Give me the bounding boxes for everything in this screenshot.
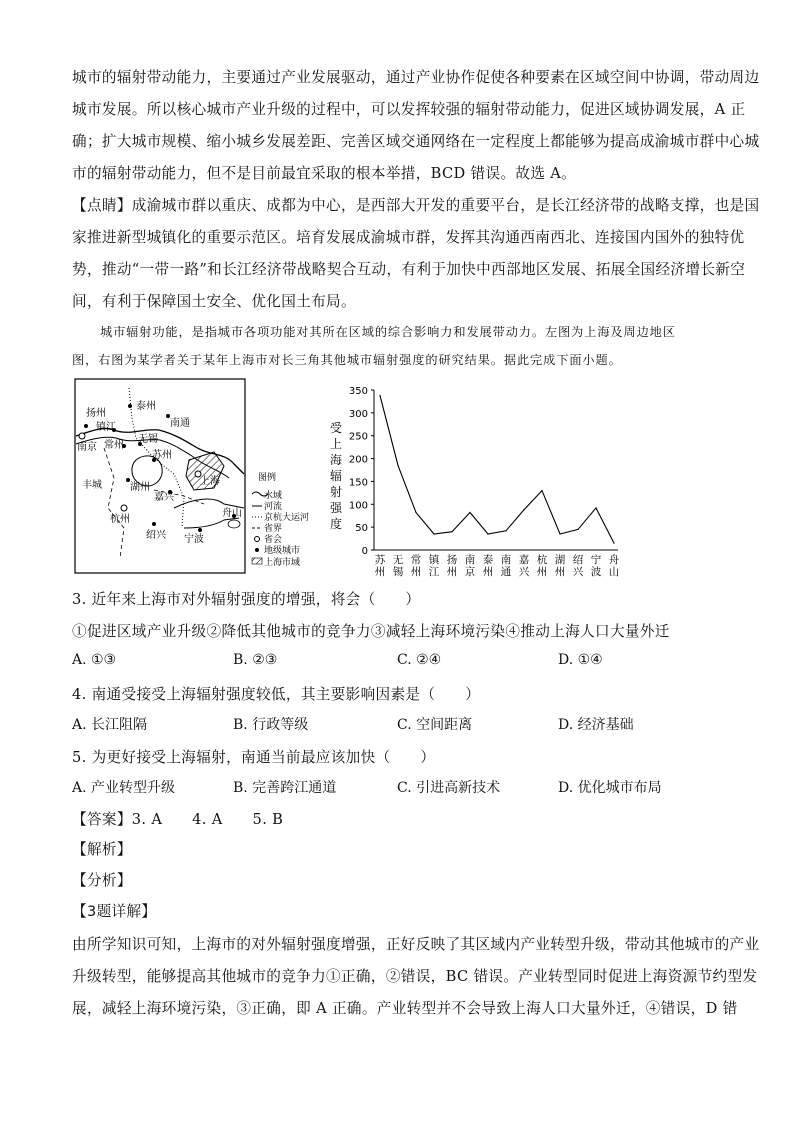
x-tick-label: 波	[590, 566, 602, 578]
map-city-9: 上海	[200, 476, 220, 487]
q5-option-d[interactable]: D. 优化城市布局	[558, 780, 662, 796]
fenxi-tag: 【分析】	[72, 872, 132, 889]
x-tick-label: 通	[500, 566, 512, 578]
x-tick-label: 兴	[518, 566, 530, 578]
intro-line-2: 图，右图为某学者关于某年上海市对长三角其他城市辐射强度的研究结果。据此完成下面小题。	[72, 353, 622, 367]
answer-tag: 【答案】	[72, 811, 132, 828]
series-line	[380, 395, 614, 543]
map-city-7: 无锡	[138, 434, 158, 445]
detail-tag: 【3题详解】	[72, 903, 157, 920]
svg-text:受: 受	[329, 421, 343, 435]
svg-text:射: 射	[329, 485, 343, 499]
chart-ylabel	[330, 421, 343, 531]
legend-title: 图例	[258, 473, 277, 483]
map-city-2: 泰州	[136, 401, 156, 412]
svg-text:强: 强	[329, 501, 343, 515]
x-tick-label: 南	[500, 554, 512, 566]
y-tick-label: 100	[348, 500, 368, 512]
detail-line-1: 由所学知识可知，上海市的对外辐射强度增强，正好反映了其区域内产业转型升级，带动其他城市的产业	[72, 936, 760, 953]
x-tick-label: 州	[446, 566, 458, 578]
legend-river: 河流	[264, 502, 283, 512]
y-tick-label: 0	[361, 546, 368, 557]
x-tick-label: 州	[536, 566, 548, 578]
q3-option-d[interactable]: D. ①④	[558, 652, 603, 668]
q5-option-c[interactable]: C. 引进高新技术	[397, 780, 501, 796]
q3-statements: ①促进区域产业升级②降低其他城市的竞争力③减轻上海环境污染④推动上海人口大量外迁	[72, 623, 670, 640]
svg-text:辐: 辐	[329, 469, 343, 483]
x-tick-label: 苏	[374, 554, 386, 566]
para1-line-3: 确；扩大城市规模、缩小城乡发展差距、完善区域交通网络在一定程度上都能够为提高成渝城市群中心城	[72, 133, 760, 150]
detail-line-3: 展，减轻上海环境污染，③正确，即 A 正确。产业转型并不会导致上海人口大量外迁，④错误，D 错	[72, 1000, 738, 1017]
x-tick-label: 扬	[446, 554, 458, 566]
map-city-8: 苏州	[152, 450, 172, 461]
radiation-intensity-chart	[322, 382, 622, 582]
q5-stem: 5. 为更好接受上海辐射，南通当前最应该加快（ ）	[72, 749, 436, 766]
x-tick-label: 无	[392, 554, 404, 566]
x-tick-label: 州	[374, 566, 386, 578]
x-tick-label: 绍	[572, 554, 584, 566]
map-city-1: 扬州	[86, 408, 106, 419]
x-tick-label: 州	[410, 566, 422, 578]
q4-stem: 4. 南通受接受上海辐射强度较低，其主要影响因素是（ ）	[72, 686, 481, 703]
x-tick-label: 镇	[428, 554, 440, 566]
q3-option-b[interactable]: B. ②③	[233, 652, 278, 668]
para1-line-1: 城市的辐射带动能力，主要通过产业发展驱动，通过产业协作促使各种要素在区域空间中协调，带动周边	[72, 69, 760, 86]
dianjing-line-1: 【点睛】成渝城市群以重庆、成都为中心，是西部大开发的重要平台，是长江经济带的战略支撑，也是国	[72, 197, 760, 214]
y-tick-label: 300	[348, 408, 368, 420]
answer-line	[72, 808, 283, 829]
q4-option-b[interactable]: B. 行政等级	[233, 717, 309, 733]
detail-line-2: 升级转型，能够提高其他城市的竞争力①正确，②错误，BC 错误。产业转型同时促进上海资源节约型发	[72, 968, 758, 985]
map-city-3: 南通	[170, 418, 190, 429]
x-tick-label: 泰	[482, 554, 494, 566]
map-city-12: 嘉兴	[154, 492, 174, 503]
legend-water: 水域	[264, 491, 283, 501]
map-city-6: 常州	[104, 440, 124, 451]
x-tick-label: 舟	[608, 554, 620, 566]
x-tick-label: 南	[464, 554, 476, 566]
y-tick-label: 200	[348, 454, 368, 466]
para1-line-4: 市的辐射带动能力，但不是目前最宜采取的根本举措，BCD 错误。故选 A。	[72, 165, 577, 182]
y-tick-label: 150	[348, 477, 368, 489]
q3-stem: 3. 近年来上海市对外辐射强度的增强，将会（ ）	[72, 591, 421, 608]
q4-option-c[interactable]: C. 空间距离	[397, 717, 473, 733]
dianjing-line-4: 间，有利于保障国土安全、优化国土布局。	[72, 293, 356, 310]
x-tick-label: 锡	[392, 566, 404, 578]
map-city-13: 杭州	[110, 514, 130, 525]
svg-text:度: 度	[329, 517, 343, 531]
map-city-15: 绍兴	[146, 530, 166, 541]
q5-option-b[interactable]: B. 完善跨江通道	[233, 780, 337, 796]
para1-line-2: 城市发展。所以核心城市产业升级的过程中，可以发挥较强的辐射带动能力，促进区域协调发展，A 正	[72, 101, 746, 118]
x-tick-label: 州	[482, 566, 494, 578]
q3-option-c[interactable]: C. ②④	[397, 652, 442, 668]
map-city-14: 舟山	[222, 508, 242, 519]
x-tick-label: 湖	[554, 554, 566, 566]
y-tick-label: 250	[348, 431, 368, 443]
y-tick-label: 350	[348, 386, 368, 397]
svg-text:上: 上	[329, 437, 343, 451]
dianjing-tag: 【点睛】	[72, 197, 132, 214]
map-city-4: 南京	[77, 442, 97, 453]
dianjing-line-3: 势，推动“一带一路”和长江经济带战略契合互动，有利于加快中西部地区发展、拓展全国经济增长新空	[72, 261, 746, 278]
map-city-11: 湖州	[130, 482, 150, 493]
legend-canal: 京杭大运河	[264, 513, 310, 523]
answer-text: 3. A 4. A 5. B	[131, 811, 284, 828]
q4-option-a[interactable]: A. 长江阻隔	[72, 717, 148, 733]
x-tick-label: 山	[608, 566, 620, 578]
map-city-10: 丰城	[82, 480, 102, 491]
analysis-tag: 【解析】	[72, 841, 132, 858]
x-tick-label: 州	[554, 566, 566, 578]
map-city-16: 宁波	[184, 534, 204, 545]
legend-shanghai: 上海市域	[264, 558, 301, 568]
q4-option-d[interactable]: D. 经济基础	[558, 717, 634, 733]
legend-capital: 省会	[264, 535, 283, 545]
shanghai-region-map	[74, 378, 310, 574]
legend-city: 地级城市	[264, 546, 301, 556]
x-tick-label: 江	[428, 566, 440, 578]
x-tick-label: 宁	[590, 554, 602, 566]
svg-text:海: 海	[329, 453, 343, 467]
q5-option-a[interactable]: A. 产业转型升级	[72, 780, 176, 796]
map-city-5: 镇江	[96, 422, 116, 433]
q3-option-a[interactable]: A. ①③	[72, 652, 117, 668]
intro-line-1: 城市辐射功能，是指城市各项功能对其所在区域的综合影响力和发展带动力。左图为上海及周边地区	[100, 325, 676, 339]
x-tick-label: 杭	[536, 554, 548, 566]
x-tick-label: 兴	[572, 566, 584, 578]
dianjing-line-2: 家推进新型城镇化的重要示范区。培育发展成渝城市群，发挥其沟通西南西北、连接国内国外的独特优	[72, 229, 745, 246]
x-tick-label: 嘉	[518, 554, 530, 566]
legend-border: 省界	[264, 524, 283, 534]
y-tick-label: 50	[355, 523, 368, 535]
x-tick-label: 京	[464, 566, 476, 578]
x-tick-label: 常	[410, 554, 422, 566]
